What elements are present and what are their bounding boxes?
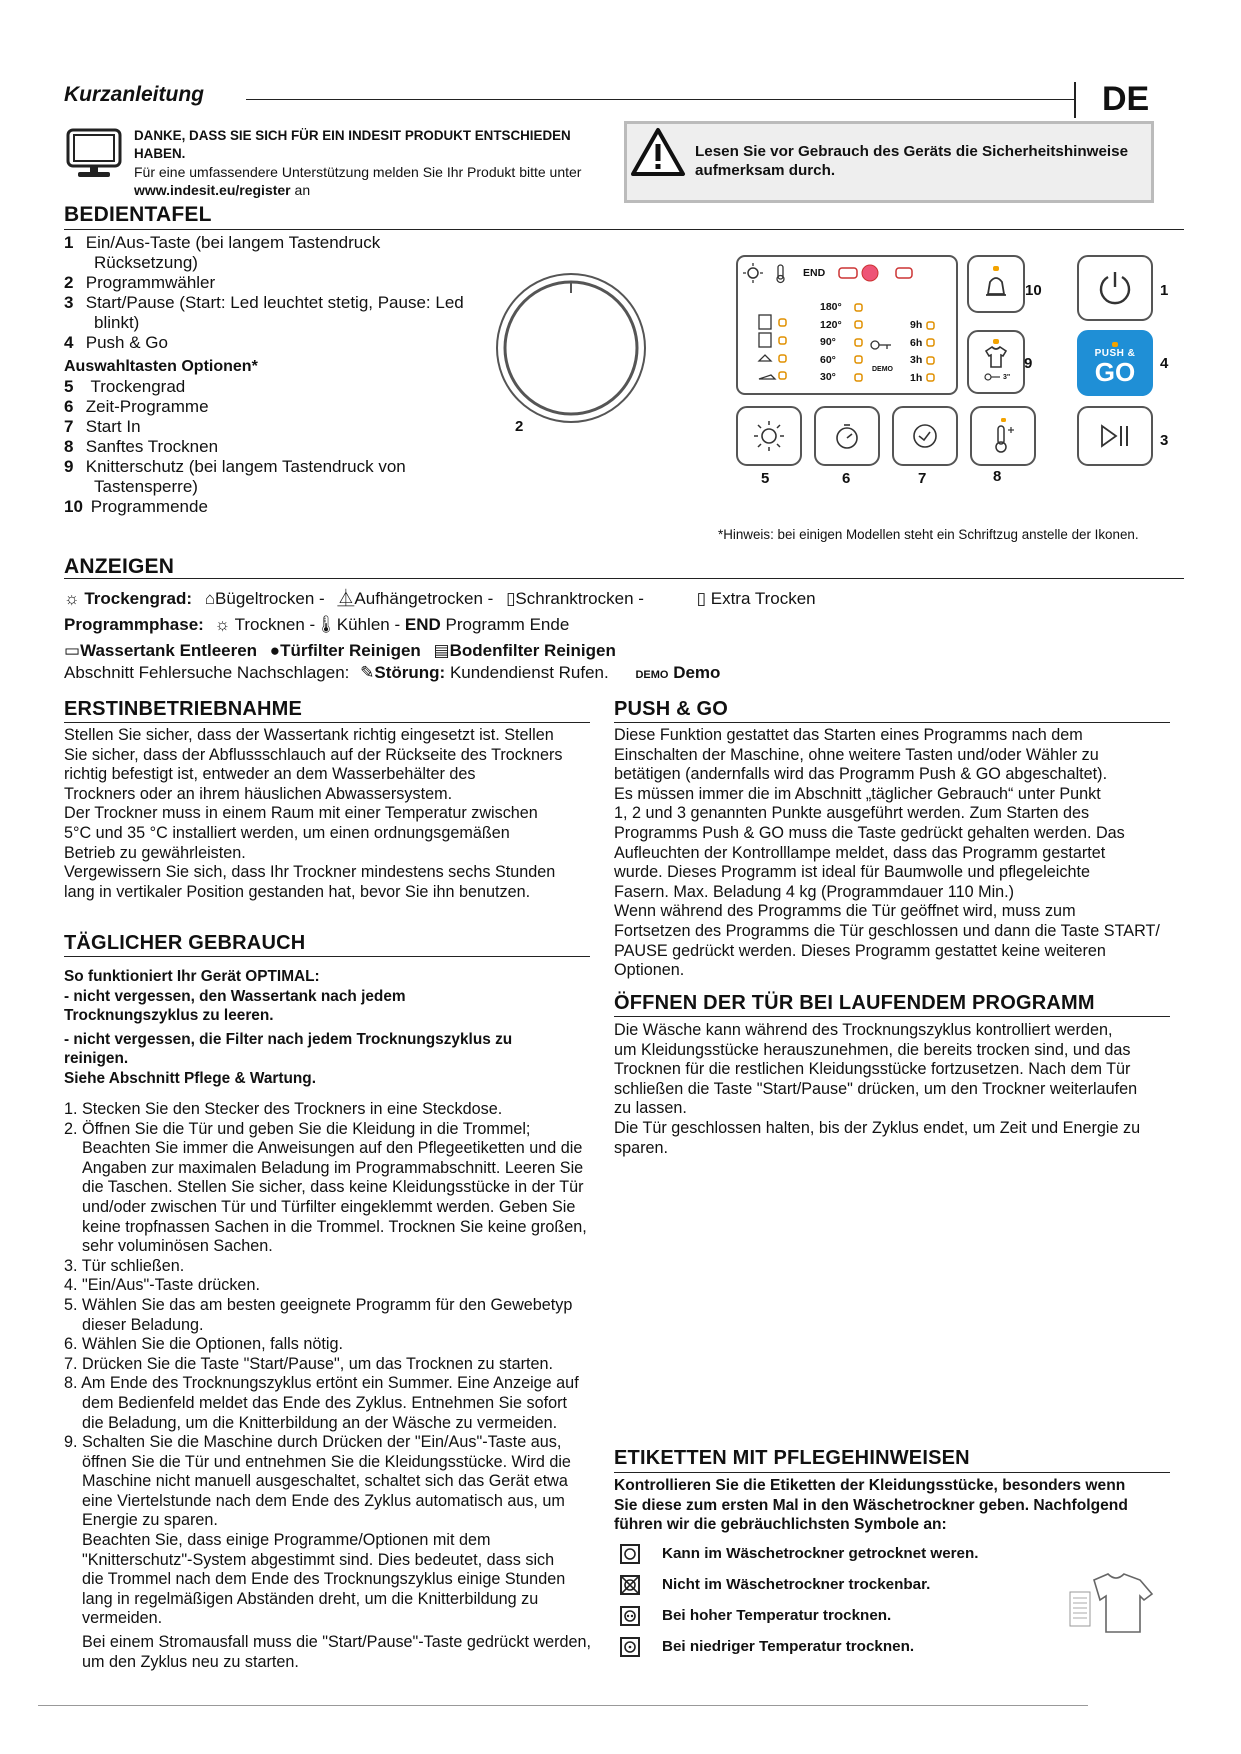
language-code: DE [1102, 80, 1150, 118]
door-filter-icon: ● [269, 641, 281, 660]
label-2: 2 [515, 418, 524, 435]
bedientafel-list: 1 Ein/Aus-Taste (bei langem Tastendruck Rücksetzung) 2 Programmwähler 3 Start/Pause (Start: Led leuchtet stetig, Pause: Led blinkt) 4 Push & Go Auswahltasten Optionen* 5 Trockengrad 6 Zeit-Programme 7 Start In 8 Sanftes Trocknen 9 Knitterschutz (bei langem Tastendruck von Tastensperre) 10 Programmende [64, 233, 524, 517]
erst-text: Stellen Sie sicher, dass der Wassertank richtig eingesetzt ist. Stellen Sie sicher, dass der Abflussschlauch auf der Rückseite des Trockners richtig befestigt ist, entweder an dem Wasserbehälter des Trockners oder an ihrem häuslichen Abwassersystem. Der Trockner muss in einem Raum mit einer Temperatur zwischen 5°C und 35 °C installiert werden, um einen ordnungsgemäßen Betrieb zu gewährleisten. Vergewissern Sie sich, dass Ihr Trockner mindestens sechs Stunden lang in vertikaler Position gestanden hat, bevor Sie ihn benutzen. [64, 726, 563, 901]
demo-tag: DEMO [635, 669, 669, 681]
display-demo: DEMO [872, 366, 893, 373]
gentle-dry-button[interactable] [970, 406, 1036, 466]
bedientafel-heading: BEDIENTAFEL [64, 203, 212, 226]
header-rule [246, 99, 1074, 100]
label-6: 6 [842, 470, 851, 487]
icons-note: *Hinweis: bei einigen Modellen steht ein Schriftzug anstelle der Ikonen. [718, 527, 1139, 542]
display-temp-leds [854, 303, 864, 393]
list-item: 3 Start/Pause (Start: Led leuchtet stetig, Pause: Led [64, 293, 464, 312]
options-subheading: Auswahltasten Optionen* [64, 358, 258, 375]
care-label-illustration [1064, 1568, 1164, 1638]
push-text: Diese Funktion gestattet das Starten eines Programms nach dem Einschalten der Maschine, ohne weitere Tasten und/oder Wähler zu betätigen (andernfalls wird das Programm Push & GO abgeschaltet). Es müssen immer die im Abschnitt „täglicher Gebrauch“ unter Punkt 1, 2 und 3 genannten Punkte ausgeführt werden. Zum Starten des Programms Push & GO muss die Taste gedrückt gehalten werden. Das Aufleuchten der Kontrolllampe meldet, dass das Programm gestartet wurde. Dieses Programm ist ideal für Baumwolle und pflegeleichte Fasern. Max. Beladung 4 kg (Programmdauer 110 Min.) Wenn während des Programms die Tür geöffnet wird, muss zum Fortsetzen des Programms die Tür geschlossen und dann die Taste START/ PAUSE gedrückt werden. Dieses Programm gestattet keine weiteren Optionen. [614, 726, 1160, 980]
label-8: 8 [993, 468, 1002, 485]
dryness-level-button[interactable] [736, 406, 802, 466]
list-item: 10 Programmende [64, 497, 208, 516]
display-temps: 180° 120° 90° 60° 30° [820, 301, 842, 383]
push-and-go-button[interactable] [1077, 330, 1153, 396]
key-icon [870, 338, 892, 350]
go-label: GO [1094, 356, 1136, 387]
label-3: 3 [1160, 432, 1169, 449]
list-item: Bei hoher Temperatur trocknen. [620, 1606, 1080, 1637]
display-dryness-icons [757, 313, 789, 385]
taeglich-steps: 1. Stecken Sie den Stecker des Trockners in eine Steckdose. 2. Öffnen Sie die Tür und geben Sie die Kleidung in die Trommel; Beachten Sie immer die Anweisungen auf den Pflegeetiketten und die Angaben zur maximalen Beladung im Programmabschnitt. Leeren Sie die Taschen. Stellen Sie sicher, dass keine Kleidungsstücke in der Tür und/oder zwischen Tür und Türfilter eingeklemmt werden. Geben Sie keine tropfnassen Sachen in die Trommel. Trocknen Sie keine großen, sehr voluminösen Sachen. 3. Tür schließen. 4. "Ein/Aus"-Taste drücken. 5. Wählen Sie das am besten geeignete Programm für den Gewebetyp dieser Beladung. 6. Wählen Sie die Optionen, falls nötig. 7. Drücken Sie die Taste "Start/Pause", um das Trocknen zu starten. 8. Am Ende des Trocknungszyklus ertönt ein Summer. Eine Anzeige auf dem Bedienfeld meldet das Ende des Zyklus. Entnehmen Sie sofort die Beladung, um die Knitterbildung an der Wäsche zu vermeiden. 9. Schalten Sie die Maschine durch Drücken der "Ein/Aus"-Taste aus, öffnen Sie die Tür und entnehmen Sie die Kleidungsstücke. Wird die Maschine nicht manuell ausgeschaltet, schaltet sich das Gerät etwa eine Viertelstunde nach dem Ende des Zyklus automatisch aus, um Energie zu sparen. Beachten Sie, dass einige Programme/Optionen mit dem "Knitterschutz"-System abgestimmt sind. Dies bedeutet, dass sich die Trommel nach dem Ende des Trocknungszyklus einige Stunden lang in regelmäßigen Abständen dreht, um die Knitterbildung zu vermeiden. Bei einem Stromausfall muss die "Start/Pause"-Taste gedrückt werden, um den Zyklus neu zu starten. [64, 1100, 592, 1671]
extra-dry-icon: ▯ [696, 589, 707, 608]
list-item: 6 Zeit-Programme [64, 397, 209, 416]
oeffnen-text: Die Wäsche kann während des Trocknungszyklus kontrolliert werden, um Kleidungsstücke herauszunehmen, die bereits trocken sind, und das Trocknen für die restlichen Kleidungsstücke fortzusetzen. Nach dem Tür schließen die Taste "Start/Pause" drücken, um den Trockner weiterlaufen zu lassen. Die Tür geschlossen halten, bis der Zyklus endet, um Zeit und Energie zu sparen. [614, 1021, 1141, 1157]
etiketten-text: Kontrollieren Sie die Etiketten der Kleidungsstücke, besonders wenn Sie diese zum ersten Mal in den Wäschetrockner geben. Nachfolgend führen wir die gebräuchlichsten Symbole an: [614, 1477, 1128, 1534]
timed-program-button[interactable] [814, 406, 880, 466]
list-item: 2 Programmwähler [64, 273, 216, 292]
sun-icon: ☼ [64, 589, 80, 608]
display-hours: 9h 6h 3h 1h [910, 319, 923, 384]
anzeigen-heading: ANZEIGEN [64, 555, 175, 578]
etiketten-heading: ETIKETTEN MIT PFLEGEHINWEISEN [614, 1447, 970, 1469]
erst-heading: ERSTINBETRIEBNAHME [64, 698, 303, 720]
tumble-dry-icon [620, 1544, 640, 1564]
program-dial[interactable] [494, 271, 648, 425]
monitor-icon [66, 128, 122, 180]
label-7: 7 [918, 470, 927, 487]
list-item: 5 Trockengrad [64, 377, 186, 396]
high-temp-icon [620, 1606, 640, 1626]
warning-triangle-icon [630, 127, 686, 177]
anzeigen-line-2: Programmphase: ☼ Trocknen -🌡Kühlen - END Programm Ende [64, 615, 570, 634]
list-item: 8 Sanftes Trocknen [64, 437, 219, 456]
support-text: Für eine umfassendere Unterstützung melden Sie Ihr Produkt bitte unter www.indesit.eu/register an [134, 164, 582, 198]
list-item: Nicht im Wäschetrockner trockenbar. [620, 1575, 1080, 1606]
oeffnen-heading: ÖFFNEN DER TÜR BEI LAUFENDEM PROGRAMM [614, 992, 1095, 1014]
display-hour-leds [926, 321, 936, 393]
cupboard-icon: ▯ [506, 589, 516, 608]
play-pause-icon [1095, 419, 1135, 453]
header-divider [1074, 82, 1076, 118]
footer-rule [38, 1705, 1088, 1706]
list-item: 7 Start In [64, 417, 141, 436]
register-link[interactable]: www.indesit.eu/register [134, 182, 291, 198]
label-1: 1 [1160, 282, 1169, 299]
lock-duration: 3" [1003, 374, 1011, 381]
timer-icon [830, 419, 864, 453]
warning-text: Lesen Sie vor Gebrauch des Geräts die Sicherheitshinweise aufmerksam durch. [695, 143, 1129, 179]
care-symbols-list [620, 1544, 1080, 1668]
push-label: PUSH & [1094, 347, 1136, 359]
display-top-icons [742, 262, 952, 284]
bell-icon [981, 264, 1011, 304]
start-delay-button[interactable] [892, 406, 958, 466]
thanks-text: DANKE, DASS SIE SICH FÜR EIN INDESIT PRODUKT ENTSCHIEDEN HABEN. [134, 128, 571, 161]
thermometer-icon [986, 416, 1020, 456]
hanger-icon: ⏅ [337, 589, 355, 608]
base-filter-icon: ▤ [433, 641, 450, 660]
push-heading: PUSH & GO [614, 698, 729, 720]
sun-icon: ☼ [214, 615, 231, 634]
thermometer-icon: 🌡 [315, 615, 337, 634]
label-5: 5 [761, 470, 770, 487]
iron-icon: ⌂ [204, 589, 216, 608]
sun-icon [752, 419, 786, 453]
program-end-button[interactable] [967, 255, 1025, 313]
power-icon [1096, 269, 1134, 307]
taeglich-tips: So funktioniert Ihr Gerät OPTIMAL: - nicht vergessen, den Wassertank nach jedem Trocknungszyklus zu leeren. - nicht vergessen, die Filter nach jedem Trocknungszyklus zu reinigen. Siehe Abschnitt Pflege & Wartung. [64, 968, 513, 1087]
list-item: Bei niedriger Temperatur trocknen. [620, 1637, 1080, 1668]
doc-title: Kurzanleitung [64, 83, 204, 106]
list-item: 9 Knitterschutz (bei langem Tastendruck von [64, 457, 406, 476]
water-tank-icon: ▭ [64, 641, 81, 660]
low-temp-icon [620, 1637, 640, 1657]
anzeigen-line-4: Abschnitt Fehlersuche Nachschlagen: ✎Störung: Kundendienst Rufen. DEMO Demo [64, 663, 721, 682]
label-4: 4 [1160, 355, 1169, 372]
taeglich-heading: TÄGLICHER GEBRAUCH [64, 932, 306, 954]
label-10: 10 [1025, 282, 1042, 299]
list-item: 1 Ein/Aus-Taste (bei langem Tastendruck [64, 233, 381, 252]
anzeigen-line-1: ☼ Trockengrad: ⌂Bügeltrocken - ⏅Aufhängetrocken - ▯Schranktrocken - ▯ Extra Trocken [64, 589, 816, 608]
anzeigen-line-3: ▭Wassertank Entleeren ●Türfilter Reinigen ▤Bodenfilter Reinigen [64, 641, 616, 660]
no-tumble-dry-icon [620, 1575, 640, 1595]
clock-icon [908, 419, 942, 453]
label-9: 9 [1024, 355, 1033, 372]
display-end: END [803, 267, 826, 279]
list-item: Kann im Wäschetrockner getrocknet weren. [620, 1544, 1080, 1575]
list-item: 4 Push & Go [64, 333, 168, 352]
anti-crease-button[interactable] [967, 330, 1025, 394]
power-button[interactable] [1077, 255, 1153, 321]
wrench-icon: ✎ [360, 663, 375, 682]
start-pause-button[interactable] [1077, 406, 1153, 466]
